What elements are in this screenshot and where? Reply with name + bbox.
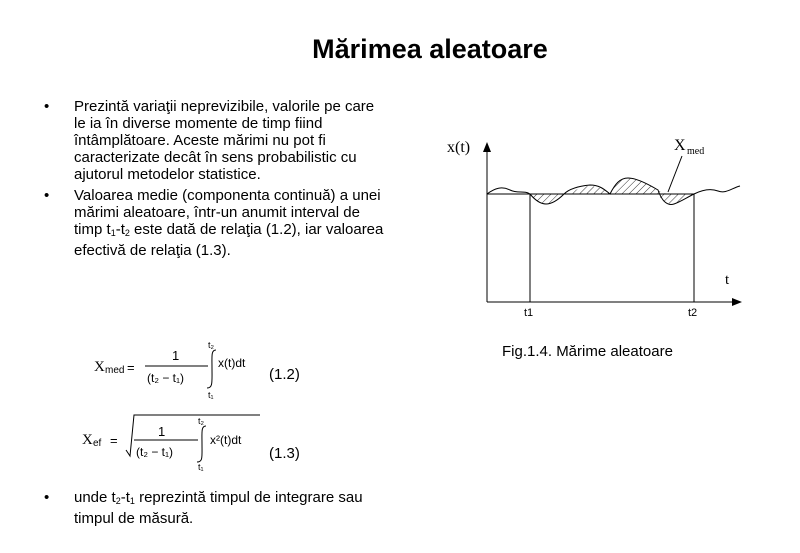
integral-lower-limit: t₁: [198, 462, 204, 472]
integral-lower-limit: t₁: [208, 390, 214, 400]
t2-label: t2: [688, 307, 698, 319]
mean-pointer-line: [668, 156, 682, 192]
x-axis-arrow: [732, 298, 742, 306]
formula-integrand: x²(t)dt: [210, 433, 242, 447]
slide-title: Mărimea aleatoare: [312, 34, 548, 64]
subscript: 2: [115, 496, 121, 506]
subscript: 1: [129, 496, 135, 506]
subscript: 1: [110, 228, 116, 238]
bullet-list: [44, 98, 389, 263]
x-axis-label: t: [725, 272, 730, 288]
y-axis-arrow: [483, 142, 491, 152]
formula-numerator: 1: [158, 424, 166, 439]
formula-lhs-sub: ef: [93, 438, 102, 449]
formula-denominator: (t₂ − t₁): [136, 445, 174, 459]
bullet-text: reprezintă timpul de integrare sau timpul de măsură.: [74, 489, 363, 527]
t1-label: t1: [524, 307, 534, 319]
formula-numerator: 1: [172, 348, 180, 363]
formula-equals: =: [110, 433, 118, 448]
bullet-text: Valoarea medie (componenta continuă) a unei mărimi aleatoare, într-un anumit interval de timp t: [74, 187, 381, 238]
bullet-text: este dată de relaţia (1.2), iar valoarea efectivă de relaţia (1.3).: [74, 221, 384, 259]
formula-lhs: X: [94, 359, 105, 375]
bullet-item-integration-time: [44, 489, 389, 531]
bullet-text-dash: -t: [120, 489, 130, 506]
bullet-item-definition: [44, 98, 389, 183]
bullet-text: Prezintă variaţii neprevizibile, valorile pe care le ia în diverse momente de timp fiind întâmplătoare. Aceste mărimi nu pot fi caracterizate decât în sens probabilistic cu ajutorul metodelor statistice.: [74, 98, 375, 183]
formula-denominator: (t₂ − t₁): [147, 371, 185, 385]
y-axis-label: x(t): [447, 139, 471, 156]
bullet-text: unde t: [74, 489, 116, 506]
mean-label-sub: med: [687, 146, 705, 157]
subscript: 2: [124, 228, 130, 238]
formula-equals: =: [127, 360, 135, 375]
formula-lhs: X: [82, 432, 93, 448]
bullet-text-dash: -t: [115, 221, 125, 238]
integral-upper-limit: t₂: [208, 340, 214, 350]
formula-1-2-graphic: [90, 338, 270, 400]
bullet-marker: •: [44, 187, 50, 204]
bullet-marker: •: [44, 489, 50, 506]
integral-sign: [197, 426, 206, 462]
mean-label: X: [674, 137, 686, 154]
random-signal-figure: [440, 128, 760, 328]
integral-sign: [207, 350, 216, 388]
formula-lhs-sub: med: [105, 365, 125, 376]
formula-integrand: x(t)dt: [218, 356, 246, 370]
formula-1-3-graphic: [76, 410, 266, 472]
formula-number: (1.3): [269, 445, 300, 462]
figure-caption: Fig.1.4. Mărime aleatoare: [502, 343, 673, 360]
formula-number: (1.2): [269, 366, 300, 383]
bullet-marker: •: [44, 98, 50, 115]
integral-upper-limit: t₂: [198, 416, 204, 426]
bullet-item-mean-value: [44, 187, 389, 259]
